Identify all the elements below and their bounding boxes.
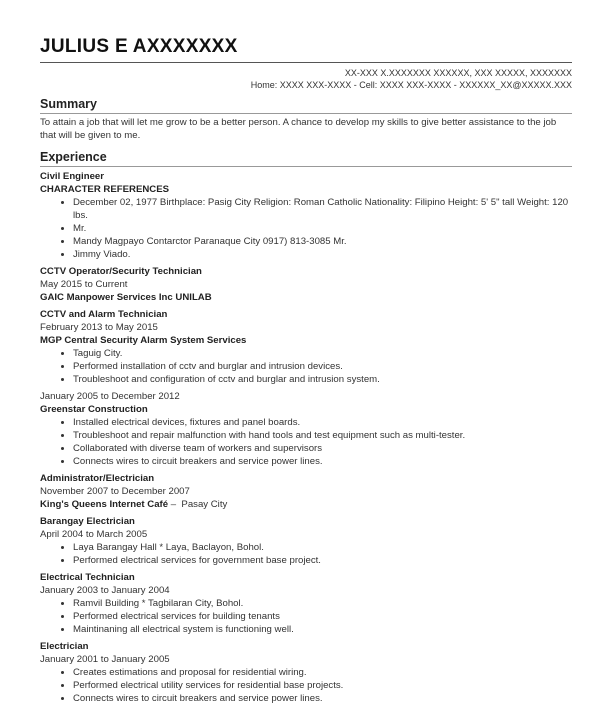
job-bullet: • Performed electrical services for building tenants bbox=[73, 610, 572, 623]
job-dates: January 2003 to January 2004 bbox=[40, 585, 170, 596]
job-title: Administrator/Electrician bbox=[40, 473, 155, 484]
job-entry bbox=[40, 472, 572, 511]
job-bullets bbox=[40, 666, 572, 705]
experience-section bbox=[40, 150, 572, 705]
job-company: MGP Central Security Alarm System Services bbox=[40, 335, 247, 346]
job-list bbox=[40, 170, 572, 705]
job-bullet: • Troubleshoot and configuration of cctv and burglar and intrusion system. bbox=[73, 373, 572, 386]
job-company: Greenstar Construction bbox=[40, 404, 148, 415]
job-title: Electrical Technician bbox=[40, 572, 135, 583]
job-bullet: • Ramvil Building * Tagbilaran City, Bohol. bbox=[73, 597, 572, 610]
job-bullets bbox=[40, 347, 572, 386]
summary-section bbox=[40, 97, 572, 142]
job-bullet: • December 02, 1977 Birthplace: Pasig City Religion: Roman Catholic Nationality: Filipino Height: 5' 5" tall Weight: 120 lbs. bbox=[73, 196, 572, 222]
job-bullet: • Performed electrical services for government base project. bbox=[73, 554, 572, 567]
job-bullet: • Connects wires to circuit breakers and service power lines. bbox=[73, 455, 572, 468]
job-bullet: • Performed installation of cctv and burglar and intrusion devices. bbox=[73, 360, 572, 373]
job-title: CCTV and Alarm Technician bbox=[40, 309, 168, 320]
job-dates: February 2013 to May 2015 bbox=[40, 322, 158, 333]
job-bullet: • Taguig City. bbox=[73, 347, 572, 360]
job-title: CCTV Operator/Security Technician bbox=[40, 266, 202, 277]
job-company-line bbox=[40, 291, 572, 304]
job-title: Barangay Electrician bbox=[40, 516, 135, 527]
job-bullets bbox=[40, 416, 572, 468]
candidate-name: JULIUS E AXXXXXXX bbox=[40, 36, 238, 57]
job-company-line bbox=[40, 498, 572, 511]
job-entry bbox=[40, 515, 572, 567]
job-title: Civil Engineer bbox=[40, 171, 104, 182]
job-bullets bbox=[40, 597, 572, 636]
job-bullet: • Performed electrical utility services for residential base projects. bbox=[73, 679, 572, 692]
job-company-line bbox=[40, 334, 572, 347]
job-bullet: • Creates estimations and proposal for residential wiring. bbox=[73, 666, 572, 679]
section-title: Summary bbox=[40, 97, 572, 114]
job-dates: April 2004 to March 2005 bbox=[40, 529, 148, 540]
job-bullet: • Laya Barangay Hall * Laya, Baclayon, Bohol. bbox=[73, 541, 572, 554]
job-bullet: • Installed electrical devices, fixtures and panel boards. bbox=[73, 416, 572, 429]
contact-address: XX-XXX X.XXXXXXX XXXXXX, XXX XXXXX, XXXXXXX bbox=[344, 68, 572, 78]
job-entry bbox=[40, 265, 572, 304]
job-bullet: • Jimmy Viado. bbox=[73, 248, 572, 261]
job-dates: January 2005 to December 2012 bbox=[40, 391, 180, 402]
job-bullet: • Maintinaning all electrical system is functioning well. bbox=[73, 623, 572, 636]
job-bullets bbox=[40, 196, 572, 261]
job-company: King's Queens Internet Café bbox=[40, 499, 169, 510]
job-dates: January 2001 to January 2005 bbox=[40, 654, 170, 665]
contact-phones: Home: XXXX XXX-XXXX - Cell: XXXX XXX-XXXX - XXXXXX_XX@XXXXX.XXX bbox=[250, 80, 572, 90]
job-entry bbox=[40, 640, 572, 705]
job-bullet: • Collaborated with diverse team of workers and supervisors bbox=[73, 442, 572, 455]
job-title: Electrician bbox=[40, 641, 89, 652]
job-entry bbox=[40, 170, 572, 261]
job-company: GAIC Manpower Services Inc UNILAB bbox=[40, 292, 212, 303]
summary-text: To attain a job that will let me grow to be a better person. A chance to develop my skills to give better assistance to the job that will be given to me. bbox=[40, 117, 557, 141]
job-bullet: • Troubleshoot and repair malfunction with hand tools and test equipment such as multi-tester. bbox=[73, 429, 572, 442]
job-entry bbox=[40, 571, 572, 636]
job-company: CHARACTER REFERENCES bbox=[40, 184, 169, 195]
job-entry bbox=[40, 308, 572, 386]
job-company-line bbox=[40, 403, 572, 416]
job-entry bbox=[40, 390, 572, 468]
job-bullet: • Mandy Magpayo Contarctor Paranaque City 0917) 813-3085 Mr. bbox=[73, 235, 572, 248]
header-divider bbox=[40, 62, 572, 63]
job-bullet: • Mr. bbox=[73, 222, 572, 235]
job-dates: May 2015 to Current bbox=[40, 279, 128, 290]
job-bullets bbox=[40, 541, 572, 567]
section-title: Experience bbox=[40, 150, 572, 167]
job-company-line bbox=[40, 183, 572, 196]
job-location: – Pasay City bbox=[168, 499, 228, 510]
job-bullet: • Connects wires to circuit breakers and service power lines. bbox=[73, 692, 572, 705]
job-dates: November 2007 to December 2007 bbox=[40, 486, 190, 497]
